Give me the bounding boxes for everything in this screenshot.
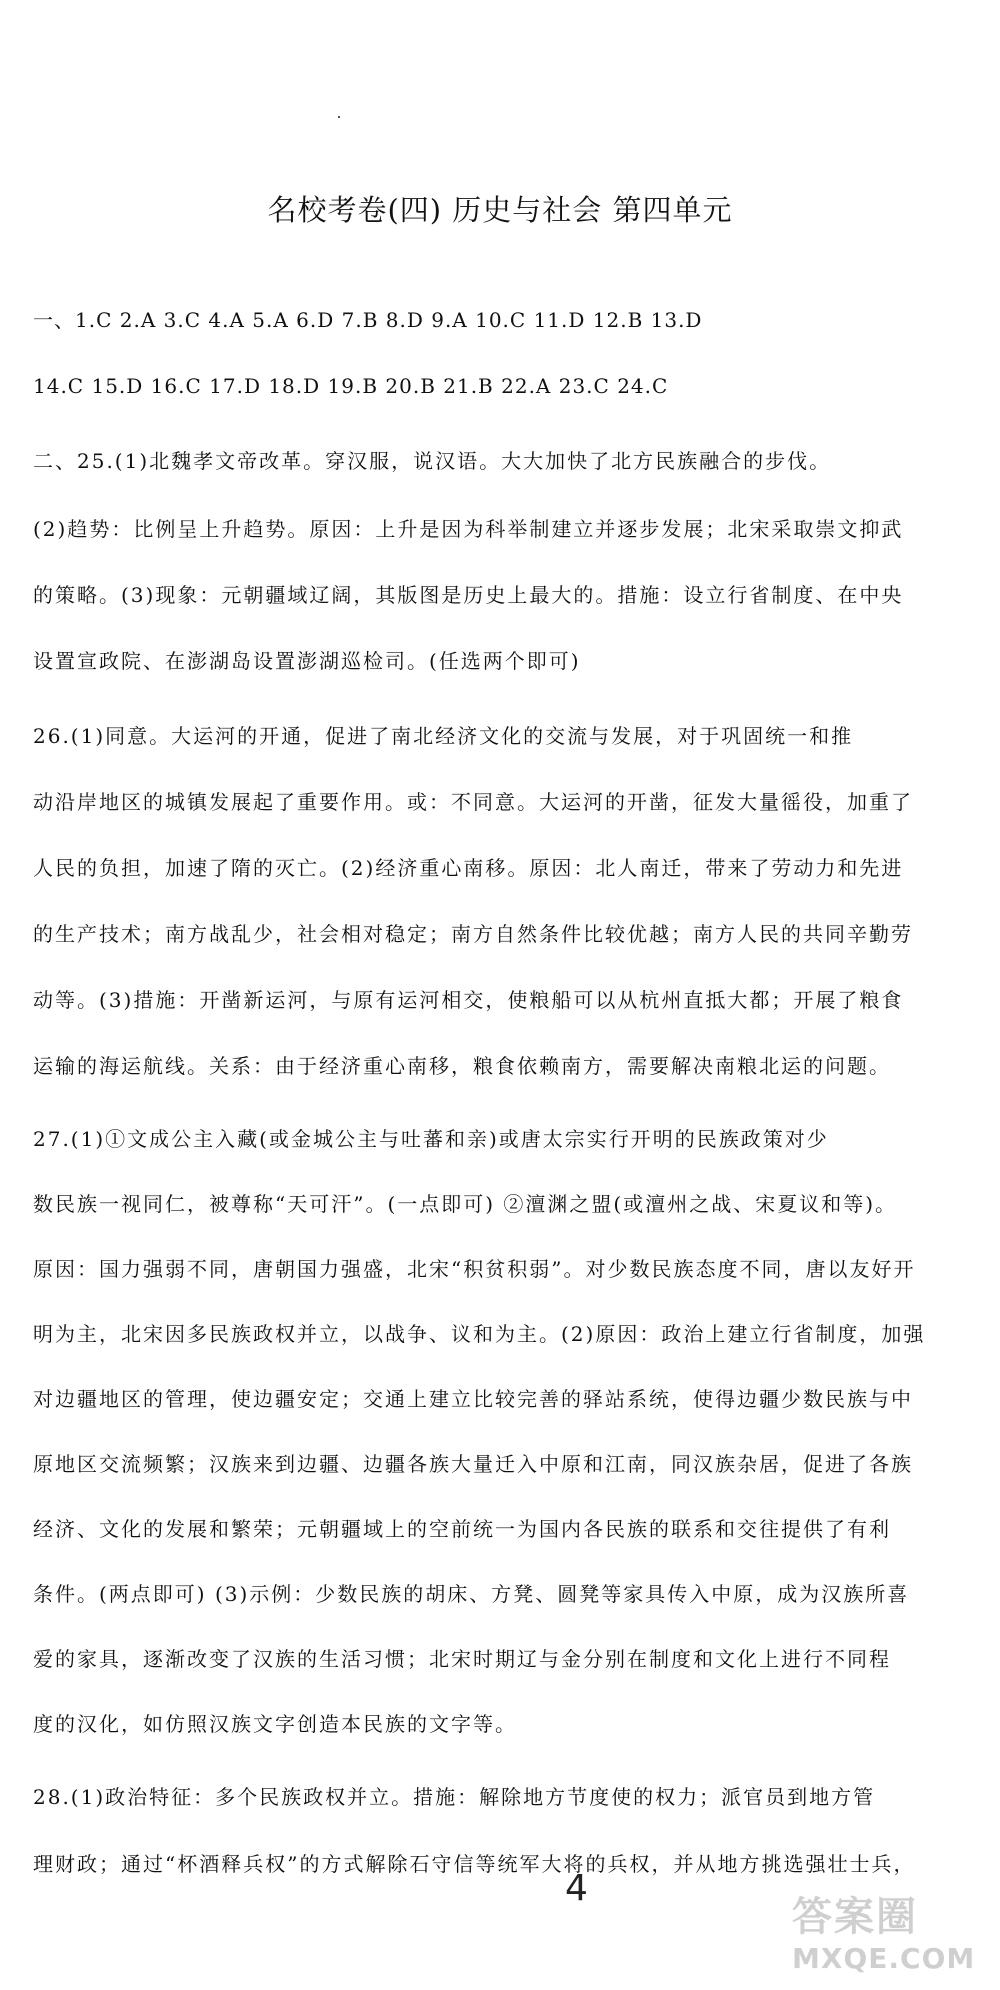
watermark-text-bottom: MXQE.COM <box>792 1942 976 1975</box>
answer-line: 的生产技术；南方战乱少，社会相对稳定；南方自然条件比较优越；南方人民的共同辛勤劳 <box>33 922 913 946</box>
answer-line: 理财政；通过“杯酒释兵权”的方式解除石守信等统军大将的兵权，并从地方挑选强壮士兵， <box>33 1852 916 1876</box>
page-title: 名校考卷(四) 历史与社会 第四单元 <box>267 193 733 227</box>
answer-line: 二、25.(1)北魏孝文帝改革。穿汉服，说汉语。大大加快了北方民族融合的步伐。 <box>33 449 832 473</box>
answer-line: (2)趋势：比例呈上升趋势。原因：上升是因为科举制建立并逐步发展；北宋采取崇文抑武 <box>33 517 904 541</box>
answer-line: 动沿岸地区的城镇发展起了重要作用。或：不同意。大运河的开凿，征发大量徭役，加重了 <box>33 790 913 814</box>
answer-line: 人民的负担，加速了隋的灭亡。(2)经济重心南移。原因：北人南迁，带来了劳动力和先进 <box>33 856 904 880</box>
answer-line: 设置宣政院、在澎湖岛设置澎湖巡检司。(任选两个即可) <box>33 649 581 673</box>
answer-line: 明为主，北宋因多民族政权并立，以战争、议和为主。(2)原因：政治上建立行省制度，加强 <box>33 1322 926 1346</box>
answer-line: 26.(1)同意。大运河的开通，促进了南北经济文化的交流与发展，对于巩固统一和推 <box>33 724 854 748</box>
answer-line: 爱的家具，逐渐改变了汉族的生活习惯；北宋时期辽与金分别在制度和文化上进行不同程 <box>33 1647 891 1671</box>
answer-line: 度的汉化，如仿照汉族文字创造本民族的文字等。 <box>33 1712 517 1736</box>
answer-line: 经济、文化的发展和繁荣；元朝疆域上的空前统一为国内各民族的联系和交往提供了有利 <box>33 1517 891 1541</box>
answer-line: 一、1.C 2.A 3.C 4.A 5.A 6.D 7.B 8.D 9.A 10.C 11.D 12.B 13.D <box>33 308 703 332</box>
answer-line: 条件。(两点即可) (3)示例：少数民族的胡床、方凳、圆凳等家具传入中原，成为汉族所喜 <box>33 1582 910 1606</box>
answer-line: 14.C 15.D 16.C 17.D 18.D 19.B 20.B 21.B 22.A 23.C 24.C <box>33 374 669 398</box>
answer-line: 28.(1)政治特征：多个民族政权并立。措施：解除地方节度使的权力；派官员到地方管 <box>33 1785 876 1809</box>
answer-line: 对边疆地区的管理，使边疆安定；交通上建立比较完善的驿站系统，使得边疆少数民族与中 <box>33 1387 913 1411</box>
answer-line: 动等。(3)措施：开凿新运河，与原有运河相交，使粮船可以从杭州直抵大都；开展了粮食 <box>33 988 904 1012</box>
page-number: 4 <box>565 1868 588 1909</box>
answer-line: 27.(1)①文成公主入藏(或金城公主与吐蕃和亲)或唐太宗实行开明的民族政策对少 <box>33 1127 829 1151</box>
answer-line: 数民族一视同仁，被尊称“天可汗”。(一点即可) ②澶渊之盟(或澶州之战、宋夏议和等)。 <box>33 1192 898 1216</box>
watermark-logo <box>792 1885 982 1980</box>
answer-line: 运输的海运航线。关系：由于经济重心南移，粮食依赖南方，需要解决南粮北运的问题。 <box>33 1054 891 1078</box>
answer-line: 的策略。(3)现象：元朝疆域辽阔，其版图是历史上最大的。措施：设立行省制度、在中央 <box>33 583 904 607</box>
watermark-text-top: 答案圈 <box>792 1894 918 1940</box>
speck <box>338 116 340 118</box>
answer-line: 原地区交流频繁；汉族来到边疆、边疆各族大量迁入中原和江南，同汉族杂居，促进了各族 <box>33 1452 913 1476</box>
answer-line: 原因：国力强弱不同，唐朝国力强盛，北宋“积贫积弱”。对少数民族态度不同，唐以友好开 <box>33 1257 916 1281</box>
